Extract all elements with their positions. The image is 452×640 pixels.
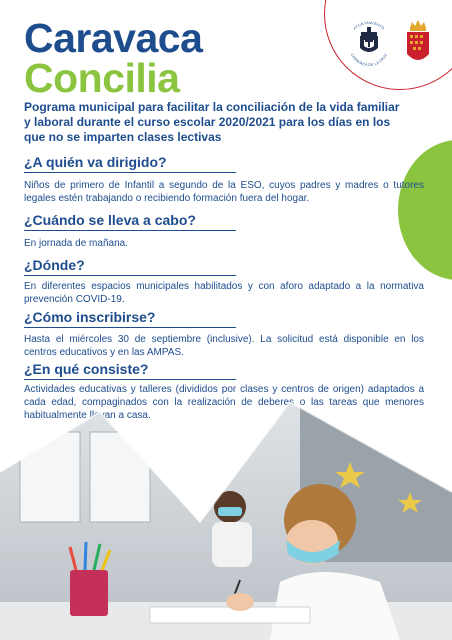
text-a-quien-va-dirigido: Niños de primero de Infantil a segundo de la ESO, cuyos padres y madres o tutores legales estén trabajando o recibiendo formación fuera del hogar. xyxy=(24,180,424,204)
heading-como-inscribirse: ¿Cómo inscribirse? xyxy=(24,309,156,325)
title-caravaca: Caravaca xyxy=(24,15,203,61)
text-como-inscribirse: Hasta el miércoles 30 de septiembre (inclusive). La solicitud está disponible en los centros educativos y en las AMPAS. xyxy=(24,334,424,358)
heading-underline xyxy=(24,327,236,328)
heading-underline xyxy=(24,379,236,380)
heading-underline xyxy=(24,275,236,276)
text-cuando-se-lleva-a-cabo: En jornada de mañana. xyxy=(24,238,128,249)
heading-donde: ¿Dónde? xyxy=(24,257,85,273)
heading-en-que-consiste: ¿En qué consiste? xyxy=(24,361,149,377)
svg-text:AYUNTAMIENTO: AYUNTAMIENTO xyxy=(352,20,386,31)
title-concilia: Concilia xyxy=(24,55,180,101)
region-coat-of-arms-logo xyxy=(404,18,432,68)
heading-a-quien-va-dirigido: ¿A quién va dirigido? xyxy=(24,154,167,170)
ayuntamiento-logo xyxy=(343,18,395,70)
text-donde: En diferentes espacios municipales habilitados y con aforo adaptado a la normativa prevención COVID-19. xyxy=(24,281,424,305)
text-en-que-consiste: Actividades educativas y talleres (divididos por clases y centros de origen) adaptados a cada edad, compaginados con la realización de deberes o las tareas que menores habitualmente llevan a casa. xyxy=(24,384,424,421)
heading-underline xyxy=(24,230,236,231)
heading-underline xyxy=(24,172,236,173)
program-description: Pograma municipal para facilitar la conciliación de la vida familiar y laboral durante el curso escolar 2020/2021 para los días en los que no se imparten clases lectivas xyxy=(24,100,400,144)
svg-text:CARAVACA DE LA CRUZ: CARAVACA DE LA CRUZ xyxy=(349,52,389,68)
heading-cuando-se-lleva-a-cabo: ¿Cuándo se lleva a cabo? xyxy=(24,212,196,228)
decorative-green-shape xyxy=(398,140,452,280)
classroom-photo xyxy=(0,402,452,640)
